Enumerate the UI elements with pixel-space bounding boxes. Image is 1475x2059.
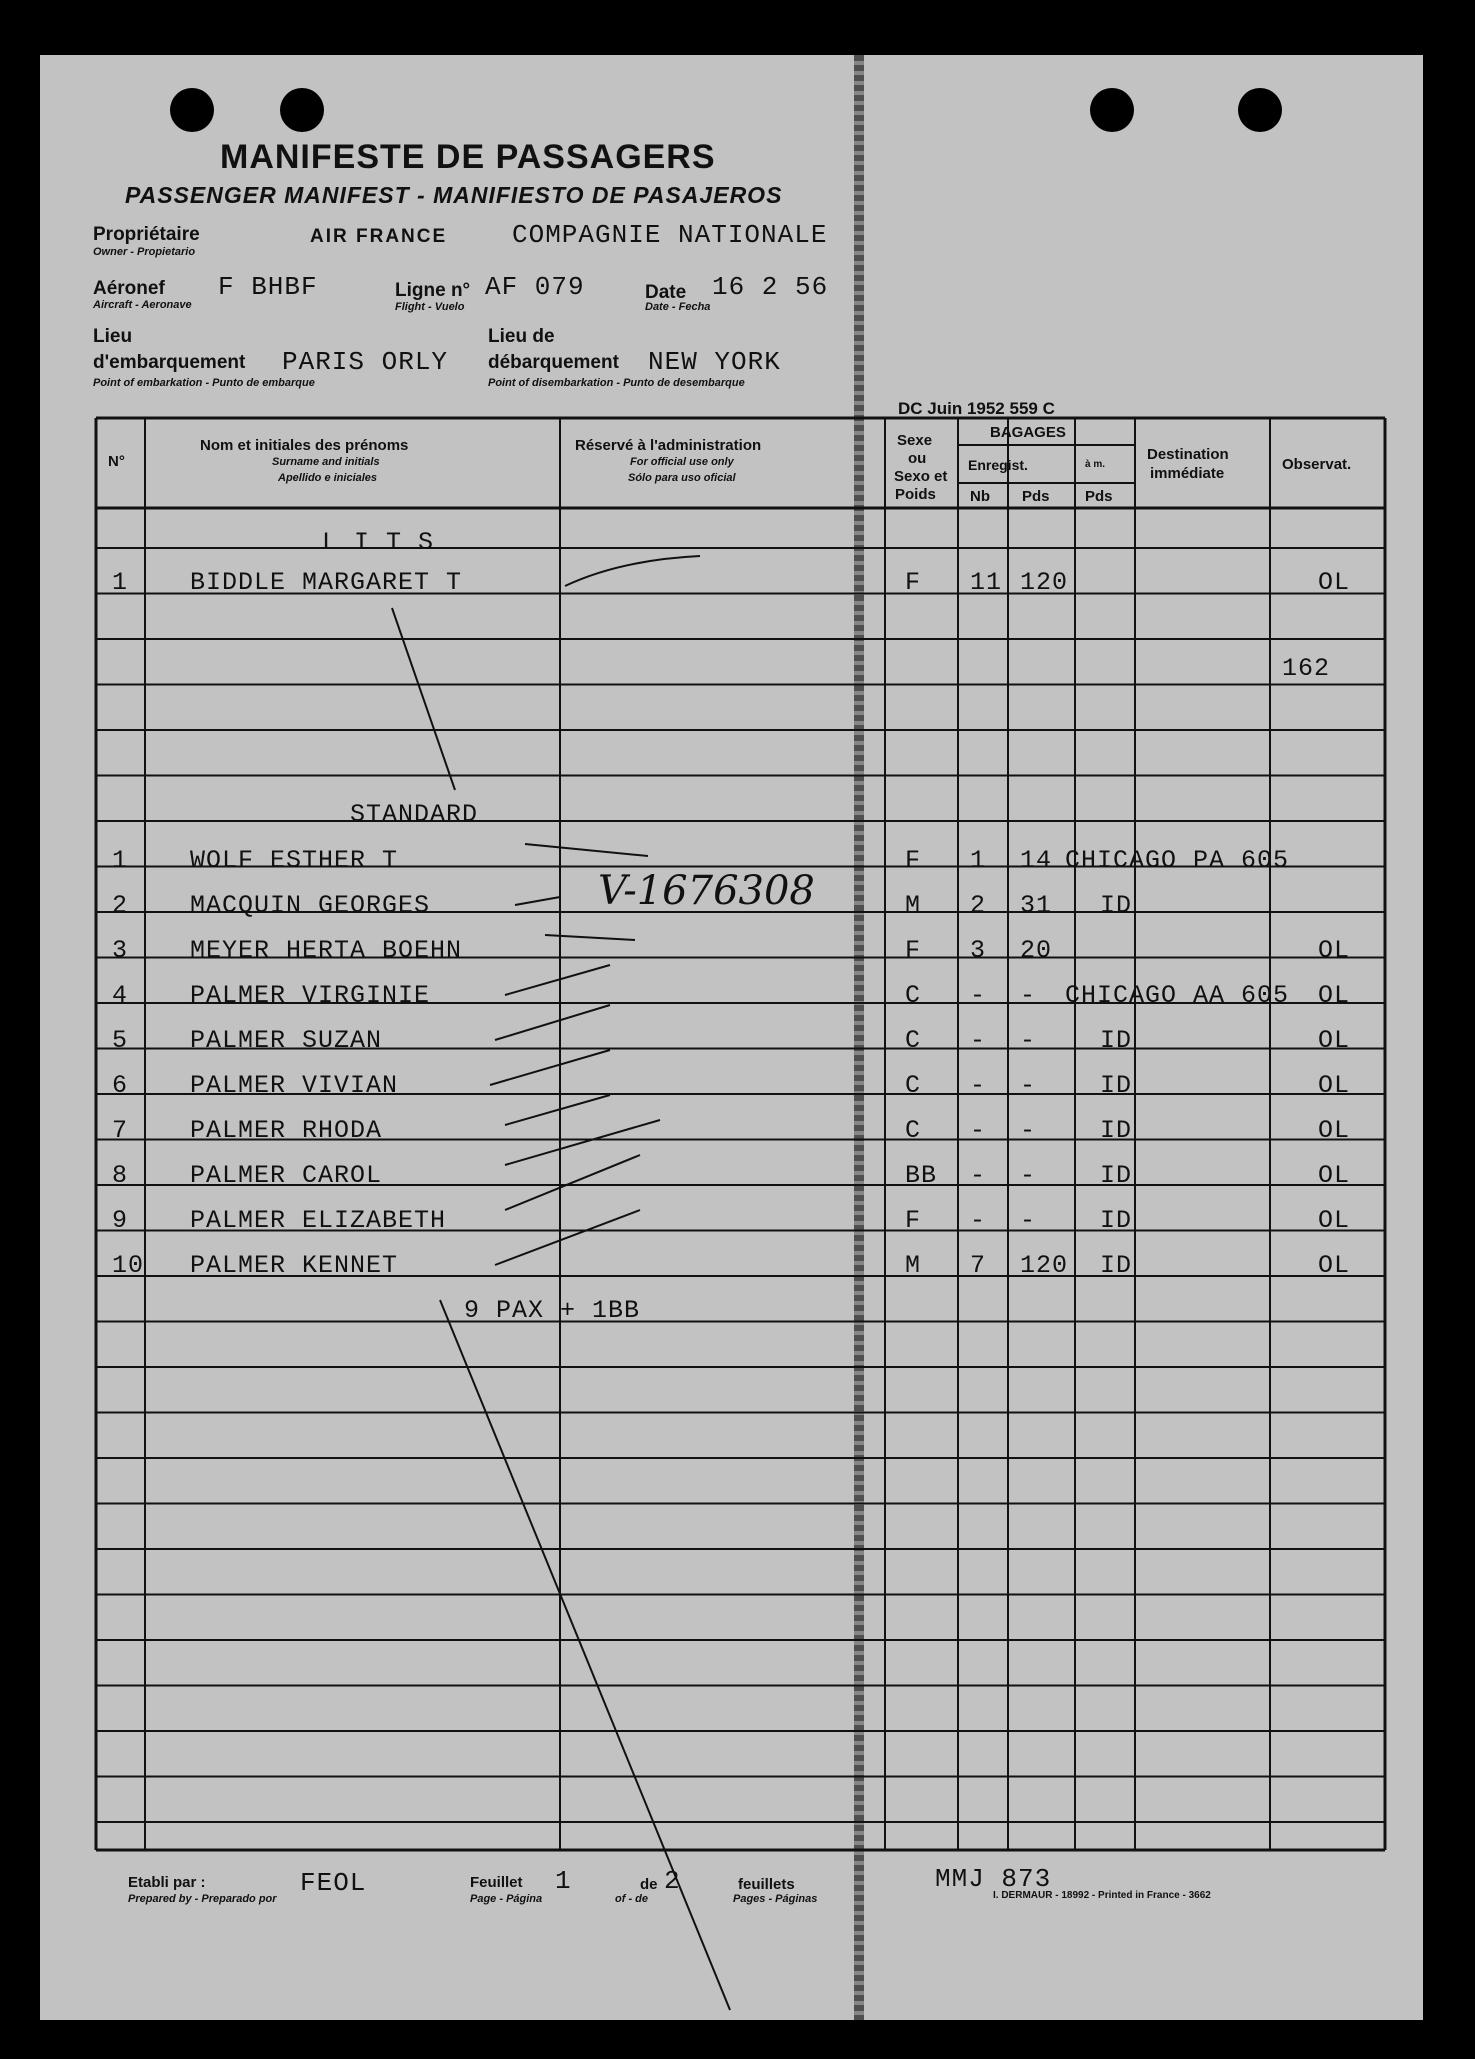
- standard-row-pds: 14: [1020, 846, 1053, 875]
- of-label: de: [640, 1876, 658, 1893]
- standard-row-no: 9: [112, 1206, 129, 1235]
- prepared-label: Etabli par :: [128, 1874, 206, 1891]
- page-sub: Page - Página: [470, 1893, 543, 1905]
- col-name-1: Nom et initiales des prénoms: [200, 437, 409, 454]
- margin-stroke: [545, 935, 635, 940]
- standard-row-obs: OL: [1318, 1026, 1351, 1055]
- standard-row-dest: ID: [1100, 1071, 1133, 1100]
- standard-row-sex: M: [905, 891, 922, 920]
- owner-label: Propriétaire: [93, 224, 200, 245]
- standard-row-nb: -: [970, 981, 987, 1010]
- col-admin-2: For official use only: [630, 456, 734, 468]
- flight-label: Ligne n°: [395, 280, 471, 301]
- page-title: MANIFESTE DE PASSAGERS: [220, 138, 716, 176]
- standard-row-no: 3: [112, 936, 129, 965]
- sheet-label: Feuillet: [470, 1874, 523, 1891]
- standard-row-sex: C: [905, 1026, 922, 1055]
- col-dest-1: Destination: [1147, 446, 1229, 463]
- standard-row-pds: 31: [1020, 891, 1053, 920]
- col-sex-3: Sexo et: [894, 468, 948, 485]
- owner-value: AIR FRANCE: [310, 226, 448, 247]
- standard-row-nb: -: [970, 1026, 987, 1055]
- standard-row-sex: C: [905, 1116, 922, 1145]
- standard-row-name: PALMER SUZAN: [190, 1026, 383, 1055]
- standard-row-sex: C: [905, 1071, 922, 1100]
- col-hand: à m.: [1085, 459, 1106, 470]
- embark-value: PARIS ORLY: [282, 347, 449, 377]
- embark-sub: Point of embarkation - Punto de embarque: [93, 377, 315, 389]
- lits-row-pds: 120: [1020, 568, 1069, 597]
- standard-row-dest: ID: [1100, 1116, 1133, 1145]
- col-sex-2: ou: [908, 450, 927, 467]
- standard-row-name: MEYER HERTA BOEHN: [190, 936, 463, 965]
- disembark-value: NEW YORK: [648, 347, 781, 377]
- standard-row-name: PALMER RHODA: [190, 1116, 383, 1145]
- prepared-sub: Prepared by - Preparado por: [128, 1893, 277, 1905]
- margin-stroke: [525, 844, 648, 856]
- col-name-2: Surname and initials: [272, 456, 380, 468]
- owner-sub: Owner - Propietario: [93, 246, 196, 258]
- col-sex-4: Poids: [895, 486, 936, 503]
- standard-row-name: PALMER VIRGINIE: [190, 981, 431, 1010]
- standard-row-sex: C: [905, 981, 922, 1010]
- standard-row-dest: ID: [1100, 1026, 1133, 1055]
- standard-row-dest: CHICAGO PA 605: [1065, 846, 1290, 875]
- col-sex-1: Sexe: [897, 432, 933, 449]
- col-pds: Pds: [1022, 488, 1050, 505]
- of-sub: of - de: [615, 1893, 648, 1905]
- standard-row-sex: M: [905, 1251, 922, 1280]
- standard-row-dest: ID: [1100, 1251, 1133, 1280]
- margin-stroke: [565, 556, 700, 586]
- embark-label-2: d'embarquement: [93, 352, 246, 373]
- standard-row-nb: 3: [970, 936, 987, 965]
- col-pds2: Pds: [1085, 488, 1113, 505]
- standard-row-sex: F: [905, 1206, 922, 1235]
- margin-stroke: [495, 1210, 640, 1265]
- standard-row-name: PALMER VIVIAN: [190, 1071, 399, 1100]
- col-no: N°: [108, 453, 125, 470]
- col-obs: Observat.: [1282, 456, 1352, 473]
- col-nb: Nb: [970, 488, 990, 505]
- sheets-label: feuillets: [738, 1876, 795, 1893]
- standard-row-pds: 120: [1020, 1251, 1069, 1280]
- standard-row-pds: -: [1020, 1161, 1037, 1190]
- disembark-label-2: débarquement: [488, 352, 619, 373]
- lits-row-no: 1: [112, 568, 129, 597]
- margin-stroke: [505, 1155, 640, 1210]
- standard-row-sex: BB: [905, 1161, 938, 1190]
- lits-row-sex: F: [905, 568, 922, 597]
- margin-stroke: [505, 1095, 610, 1125]
- standard-row-dest: ID: [1100, 891, 1133, 920]
- standard-row-no: 5: [112, 1026, 129, 1055]
- margin-stroke: [505, 965, 610, 995]
- standard-row-no: 1: [112, 846, 129, 875]
- embark-label-1: Lieu: [93, 326, 133, 347]
- disembark-label-1: Lieu de: [488, 326, 555, 347]
- standard-row-name: MACQUIN GEORGES: [190, 891, 431, 920]
- standard-row-obs: OL: [1318, 936, 1351, 965]
- standard-row-name: PALMER ELIZABETH: [190, 1206, 447, 1235]
- standard-row-dest: ID: [1100, 1161, 1133, 1190]
- standard-row-obs: OL: [1318, 981, 1351, 1010]
- pages-sub: Pages - Páginas: [733, 1893, 818, 1905]
- section-standard: STANDARD: [350, 800, 479, 829]
- aircraft-value: F BHBF: [218, 272, 318, 302]
- col-admin-3: Sólo para uso oficial: [628, 472, 736, 484]
- aircraft-sub: Aircraft - Aeronave: [93, 299, 192, 311]
- date-sub: Date - Fecha: [645, 301, 711, 313]
- col-registered: Enregist.: [968, 457, 1028, 473]
- of-value: 2: [664, 1866, 681, 1896]
- printer-line: I. DERMAUR - 18992 - Printed in France - 3662: [993, 1890, 1211, 1901]
- standard-row-pds: 20: [1020, 936, 1053, 965]
- disembark-sub: Point of disembarkation - Punto de desembarque: [488, 377, 745, 389]
- aircraft-label: Aéronef: [93, 278, 165, 299]
- standard-row-no: 10: [112, 1251, 145, 1280]
- standard-row-pds: -: [1020, 1206, 1037, 1235]
- flight-value: AF 079: [485, 272, 585, 302]
- lits-note: 162: [1282, 654, 1331, 683]
- standard-row-nb: 2: [970, 891, 987, 920]
- standard-row-nb: -: [970, 1116, 987, 1145]
- standard-row-name: PALMER KENNET: [190, 1251, 399, 1280]
- standard-row-nb: -: [970, 1071, 987, 1100]
- lits-row-obs: OL: [1318, 568, 1351, 597]
- col-admin-1: Réservé à l'administration: [575, 437, 762, 454]
- standard-row-no: 8: [112, 1161, 129, 1190]
- lits-row-name: BIDDLE MARGARET T: [190, 568, 463, 597]
- col-baggage: BAGAGES: [990, 424, 1066, 441]
- standard-row-sex: F: [905, 846, 922, 875]
- date-value: 16 2 56: [712, 272, 829, 302]
- standard-row-obs: OL: [1318, 1071, 1351, 1100]
- lits-row-nb: 11: [970, 568, 1003, 597]
- margin-stroke: [490, 1050, 610, 1085]
- standard-row-obs: OL: [1318, 1116, 1351, 1145]
- standard-row-no: 7: [112, 1116, 129, 1145]
- section-lits: L I T S: [322, 528, 435, 557]
- standard-row-name: WOLF ESTHER T: [190, 846, 399, 875]
- standard-row-pds: -: [1020, 1116, 1037, 1145]
- form-code: DC Juin 1952 559 C: [898, 399, 1055, 418]
- standard-row-pds: -: [1020, 981, 1037, 1010]
- passenger-total: 9 PAX + 1BB: [464, 1296, 641, 1325]
- margin-stroke: [505, 1120, 660, 1165]
- footer-stamp: MMJ 873: [935, 1864, 1052, 1894]
- standard-row-pds: -: [1020, 1071, 1037, 1100]
- standard-row-no: 2: [112, 891, 129, 920]
- standard-row-obs: OL: [1318, 1161, 1351, 1190]
- date-label: Date: [645, 282, 687, 303]
- col-name-3: Apellido e iniciales: [278, 472, 378, 484]
- handwritten-note: V-1676308: [598, 868, 815, 914]
- standard-row-nb: -: [970, 1161, 987, 1190]
- margin-stroke: [515, 897, 560, 905]
- margin-stroke: [495, 1005, 610, 1040]
- standard-row-nb: 7: [970, 1251, 987, 1280]
- standard-row-nb: -: [970, 1206, 987, 1235]
- standard-row-no: 4: [112, 981, 129, 1010]
- margin-stroke: [392, 608, 455, 790]
- standard-row-no: 6: [112, 1071, 129, 1100]
- standard-row-pds: -: [1020, 1026, 1037, 1055]
- standard-row-name: PALMER CAROL: [190, 1161, 383, 1190]
- standard-row-nb: 1: [970, 846, 987, 875]
- page-subtitle: PASSENGER MANIFEST - MANIFIESTO DE PASAJEROS: [125, 182, 783, 208]
- standard-row-dest: ID: [1100, 1206, 1133, 1235]
- standard-row-sex: F: [905, 936, 922, 965]
- owner-typed: COMPAGNIE NATIONALE: [512, 220, 828, 250]
- flight-sub: Flight - Vuelo: [395, 301, 465, 313]
- col-dest-2: immédiate: [1150, 465, 1225, 482]
- sheet-value: 1: [555, 1866, 572, 1896]
- prepared-value: FEOL: [300, 1868, 367, 1898]
- standard-row-obs: OL: [1318, 1251, 1351, 1280]
- standard-row-dest: CHICAGO AA 605: [1065, 981, 1290, 1010]
- standard-row-obs: OL: [1318, 1206, 1351, 1235]
